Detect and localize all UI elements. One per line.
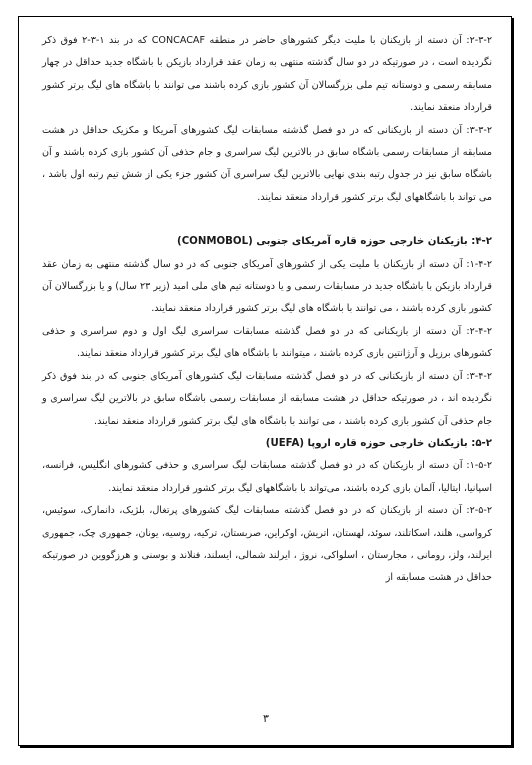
- paragraph: ۱-۵-۲: آن دسته از بازیکنان که در دو فصل گذشته مسابقات لیگ سراسری و حذفی کشورهای انگلیس، فرانسه، اسپانیا، ایتالیا، آلمان بازی کرده باشند، می‌تواند با باشگاههای لیگ برتر کشور قرارداد منعقد نمایند.: [42, 460, 492, 494]
- section-heading: ۴-۲: بازیکنان خارجی حوزه قاره آمریکای جنوبی (CONMOBOL): [177, 236, 492, 248]
- paragraph: ۳-۴-۲: آن دسته از بازیکنانی که در دو فصل گذشته مسابقات لیگ کشورهای آمریکای جنوبی که در بند فوق ذکر نگردیده اند ، در صورتیکه حداقل در هشت مسابقه از مسابقات رسمی باشگاه سابق در بالاترین لیگ سراسری و جام حذفی آن کشور بازی کرده باشند ، می توانند با باشگاه های لیگ برتر کشور قرارداد منعقد نمایند.: [42, 370, 492, 427]
- section-gap: [42, 209, 492, 231]
- document-body: [42, 30, 492, 590]
- section-heading: ۵-۲: بازیکنان خارجی حوزه قاره اروپا (UEFA): [265, 437, 492, 449]
- paragraph: ۲-۳-۲: آن دسته از بازیکنان با ملیت دیگر کشورهای حاضر در منطقه CONCACAF که در بند ۱-۳-۲ فوق ذکر نگردیده است ، در صورتیکه در دو سال گذشته منتهی به زمان عقد قرارداد بازیکن با باشگاه جدید حداقل در چهار مسابقه رسمی و دوستانه تیم ملی بزرگسالان آن کشور بازی کرده باشند می توانند با باشگاه های لیگ برتر کشور قرارداد منعقد نمایند.: [42, 35, 493, 114]
- page-number: ۳: [263, 712, 269, 725]
- paragraph: ۲-۴-۲: آن دسته از بازیکنانی که در دو فصل گذشته مسابقات سراسری لیگ اول و دوم سراسری و حذفی کشورهای برزیل و آرژانتین بازی کرده باشند ، میتوانند با باشگاه های لیگ برتر کشور قرارداد منعقد نمایند.: [42, 325, 492, 360]
- paragraph: ۱-۴-۲: آن دسته از بازیکنان با ملیت یکی از کشورهای آمریکای جنوبی که در دو سال گذشته منتهی به زمان عقد قرارداد بازیکن با باشگاه جدید در مسابقات رسمی و یا دوستانه تیم های ملی امید (زیر ۲۳ سال) و یا بزرگسالان آن کشور بازی کرده باشند ، می توانند با باشگاه های لیگ برتر کشور قرارداد منعقد نمایند.: [41, 258, 492, 315]
- paragraph: ۳-۳-۲: آن دسته از بازیکنانی که در دو فصل گذشته مسابقات لیگ کشورهای آمریکا و مکزیک حداقل در هشت مسابقه از مسابقات رسمی باشگاه سابق در بالاترین لیگ سراسری و جام حذفی آن کشور بازی کرده باشند و آن باشگاه سابق نیز در جدول رتبه بندی نهایی بالاترین لیگ سراسری آن کشور جزء یکی از شش تیم رتبه اول باشد ، می تواند با باشگاههای لیگ برتر کشور قرارداد منعقد نمایند.: [42, 124, 492, 203]
- paragraph: ۲-۵-۲: آن دسته از بازیکنان که در دو فصل گذشته مسابقات لیگ کشورهای پرتغال، بلژیک، دانمارک، سوئیس، کرواسی، هلند، اسکاتلند، سوئد، لهستان، اتریش، اوکراین، صربستان، ترکیه، روسیه، یونان، جمهوری چک، جمهوری ایرلند، ولز، رومانی ، مجارستان ، اسلواکی، نروژ ، ایرلند شمالی، ایسلند، فنلاند و بوسنی و هرزگووین در صورتیکه حداقل در هشت مسابقه از: [42, 505, 492, 584]
